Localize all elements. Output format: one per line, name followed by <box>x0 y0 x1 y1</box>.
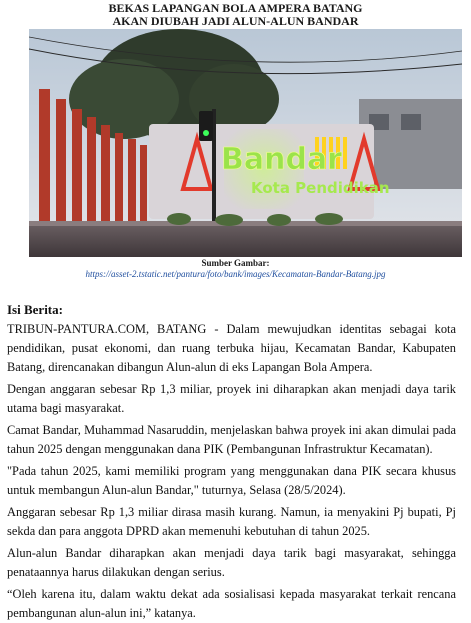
article-title <box>0 2 471 28</box>
paragraph-5: Anggaran sebesar Rp 1,3 miliar dirasa masih kurang. Namun, ia menyakini Pj bupati, Pj sekda dan para anggota DPRD akan memenuhi kebutuhan di tahun 2025. <box>7 505 456 538</box>
paragraph-3: Camat Bandar, Muhammad Nasaruddin, menjelaskan bahwa proyek ini akan dimulai pada tahun 2025 dengan menggunakan dana PIK (Pembangunan Infrastruktur Kecamatan). <box>7 423 456 456</box>
section-label: Isi Berita: <box>7 302 63 317</box>
paragraph-7: “Oleh karena itu, dalam waktu dekat ada sosialisasi kepada masyarakat terkait rencana pembangunan alun-alun ini,” katanya. <box>7 587 456 620</box>
article-photo <box>29 29 462 257</box>
title-line-2: AKAN DIUBAH JADI ALUN-ALUN BANDAR <box>112 14 359 28</box>
sign-text-main: Bandar <box>221 142 342 177</box>
paragraph-6: Alun-alun Bandar diharapkan akan menjadi daya tarik bagi masyarakat, sehingga penataannya harus dilakukan dengan serius. <box>7 546 456 579</box>
photo-caption <box>0 258 471 280</box>
caption-label: Sumber Gambar: <box>201 258 270 268</box>
caption-source-link[interactable]: https://asset-2.tstatic.net/pantura/foto/bank/images/Kecamatan-Bandar-Batang.jpg <box>85 269 386 279</box>
paragraph-2: Dengan anggaran sebesar Rp 1,3 miliar, proyek ini diharapkan akan menjadi daya tarik utama bagi masyarakat. <box>7 382 456 415</box>
paragraph-4: "Pada tahun 2025, kami memiliki program yang menggunakan dana PIK secara khusus untuk membangun Alun-alun Bandar," tuturnya, Selasa (28/5/2024). <box>7 464 456 497</box>
sign-text-sub: Kota Pendidikan <box>251 179 390 197</box>
title-line-1: BEKAS LAPANGAN BOLA AMPERA BATANG <box>108 1 363 15</box>
paragraph-1: TRIBUN-PANTURA.COM, BATANG - Dalam mewujudkan identitas sebagai kota pendidikan, pusat ekonomi, dan ruang terbuka hijau, Kecamatan Bandar, Kabupaten Batang, direncanakan dibangun Alun-alun di eks Lapangan Bola Ampera. <box>7 322 456 374</box>
